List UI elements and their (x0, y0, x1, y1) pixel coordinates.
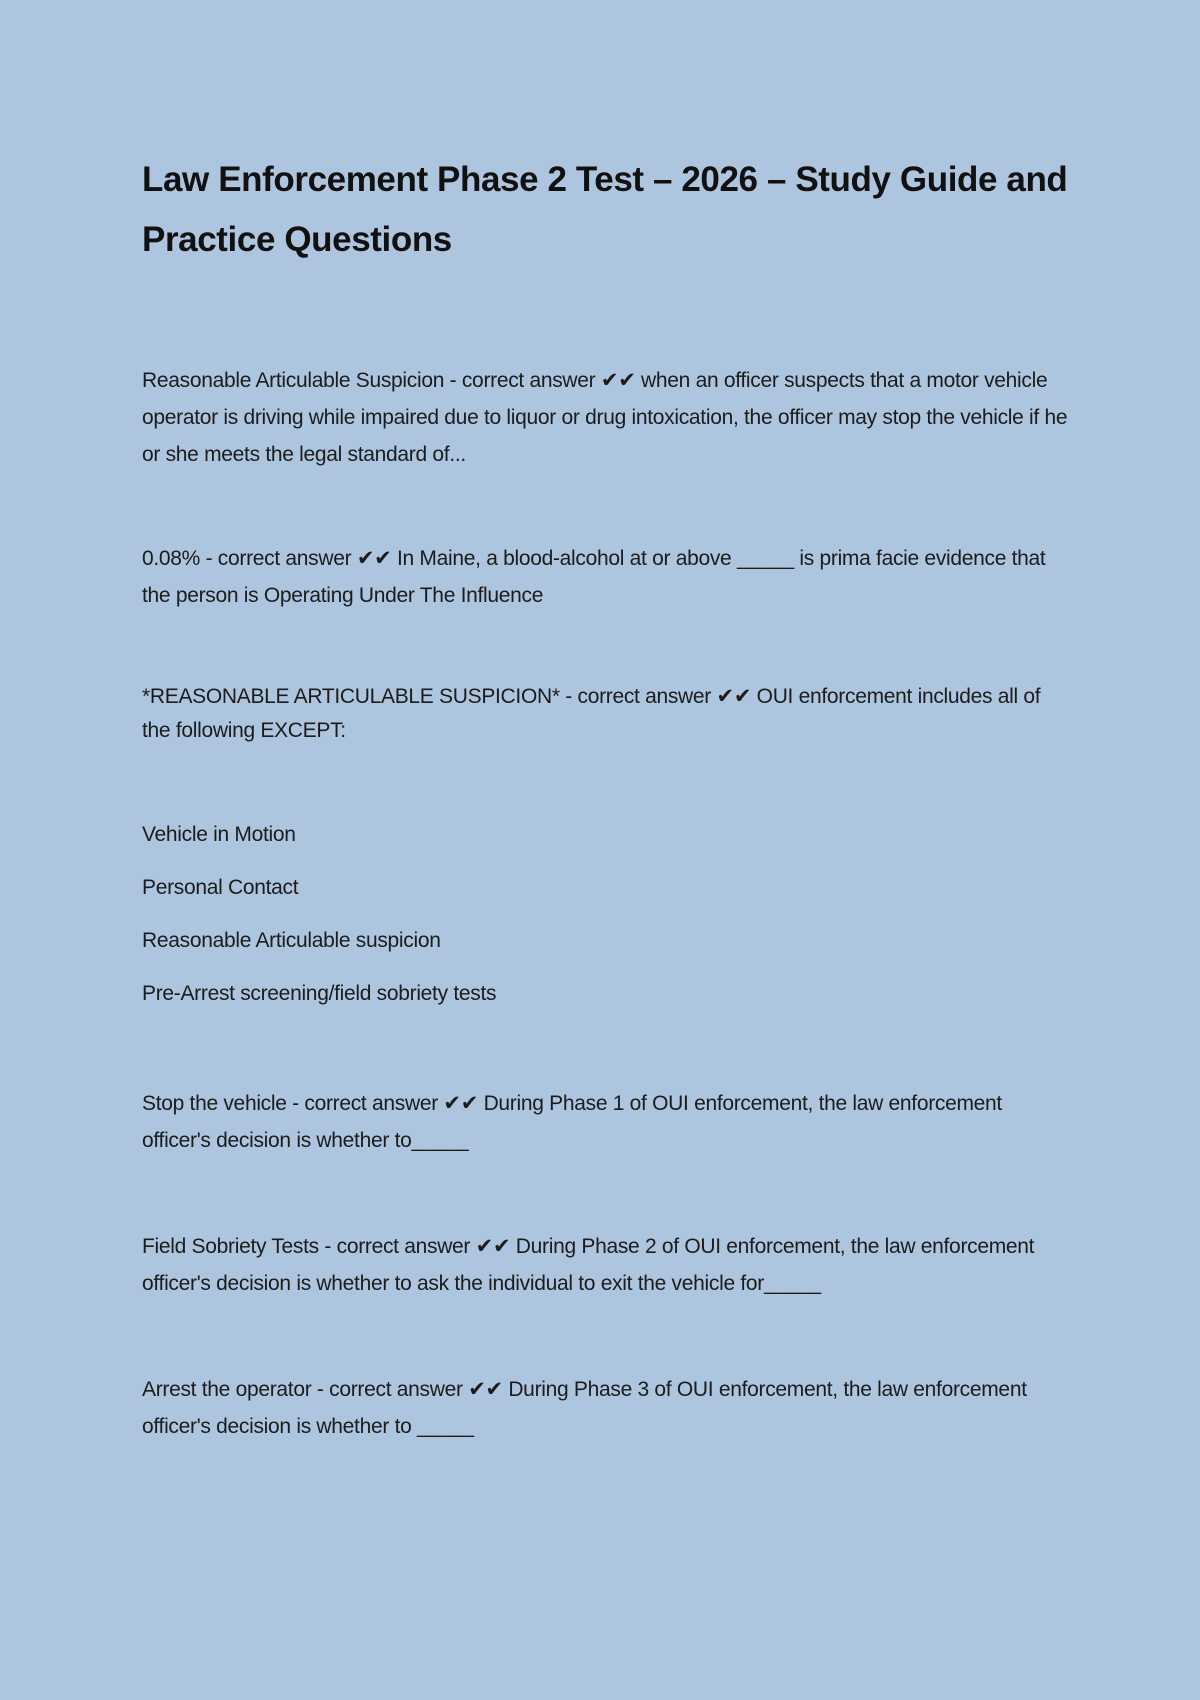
answer-option: Personal Contact (142, 876, 299, 899)
document-title: Law Enforcement Phase 2 Test – 2026 – Study Guide and Practice Questions (142, 160, 1068, 259)
answer-options-list (142, 822, 1072, 1007)
qa-item: *REASONABLE ARTICULABLE SUSPICION* - correct answer ✔✔ OUI enforcement includes all of the following EXCEPT: (142, 685, 1041, 742)
qa-item: 0.08% - correct answer ✔✔ In Maine, a blood-alcohol at or above _____ is prima facie evidence that the person is Operating Under The Influence (142, 547, 1046, 607)
answer-option: Reasonable Articulable suspicion (142, 929, 441, 952)
document-page (142, 150, 1072, 1445)
answer-option: Pre-Arrest screening/field sobriety tests (142, 982, 497, 1005)
qa-item: Stop the vehicle - correct answer ✔✔ During Phase 1 of OUI enforcement, the law enforcement officer's decision is whether to_____ (142, 1092, 1002, 1152)
qa-item: Reasonable Articulable Suspicion - correct answer ✔✔ when an officer suspects that a motor vehicle operator is driving while impaired due to liquor or drug intoxication, the officer may stop the vehicle if he or she meets the legal standard of... (142, 369, 1068, 466)
answer-option: Vehicle in Motion (142, 823, 296, 846)
qa-item: Arrest the operator - correct answer ✔✔ During Phase 3 of OUI enforcement, the law enforcement officer's decision is whether to _____ (142, 1378, 1027, 1438)
qa-item: Field Sobriety Tests - correct answer ✔✔ During Phase 2 of OUI enforcement, the law enforcement officer's decision is whether to ask the individual to exit the vehicle for_____ (142, 1235, 1035, 1295)
